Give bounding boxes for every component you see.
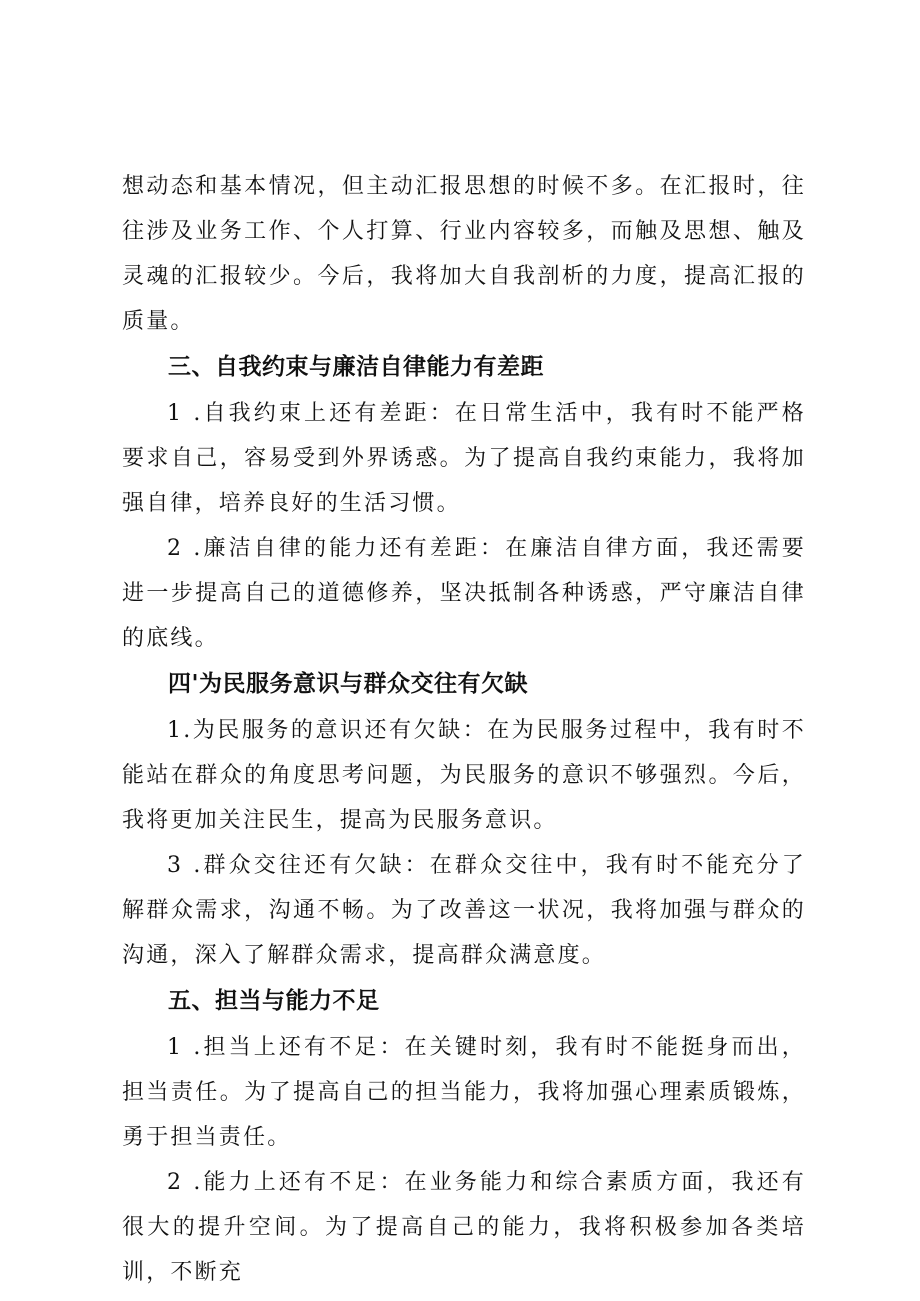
section-heading-3: 三、自我约束与廉洁自律能力有差距 xyxy=(168,354,544,380)
section-heading-5: 五、担当与能力不足 xyxy=(168,988,380,1014)
paragraph-integrity: 2 .廉洁自律的能力还有差距：在廉洁自律方面，我还需要进一步提高自己的道德修养，坚决抵制各种诱惑，严守廉洁自律的底线。 xyxy=(122,536,806,651)
paragraph-public-interaction: 3 .群众交往还有欠缺：在群众交往中，我有时不能充分了解群众需求，沟通不畅。为了改善这一状况，我将加强与群众的沟通，深入了解群众需求，提高群众满意度。 xyxy=(122,853,806,968)
document-body xyxy=(122,164,806,1295)
paragraph-continuation: 想动态和基本情况，但主动汇报思想的时候不多。在汇报时，往往涉及业务工作、个人打算、行业内容较多，而触及思想、触及灵魂的汇报较少。今后，我将加大自我剖析的力度，提高汇报的质量。 xyxy=(122,174,806,334)
paragraph-self-restraint: 1 .自我约束上还有差距：在日常生活中，我有时不能严格要求自己，容易受到外界诱惑。为了提高自我约束能力，我将加强自律，培养良好的生活习惯。 xyxy=(122,401,806,516)
paragraph-ability: 2 .能力上还有不足：在业务能力和综合素质方面，我还有很大的提升空间。为了提高自己的能力，我将积极参加各类培训，不断充 xyxy=(122,1170,806,1285)
paragraph-responsibility: 1 .担当上还有不足：在关键时刻，我有时不能挺身而出，担当责任。为了提高自己的担当能力，我将加强心理素质锻炼，勇于担当责任。 xyxy=(122,1035,806,1150)
section-heading-4: 四'为民服务意识与群众交往有欠缺 xyxy=(168,671,529,697)
paragraph-service-awareness: 1.为民服务的意识还有欠缺：在为民服务过程中，我有时不能站在群众的角度思考问题，为民服务的意识不够强烈。今后，我将更加关注民生，提高为民服务意识。 xyxy=(122,718,806,833)
